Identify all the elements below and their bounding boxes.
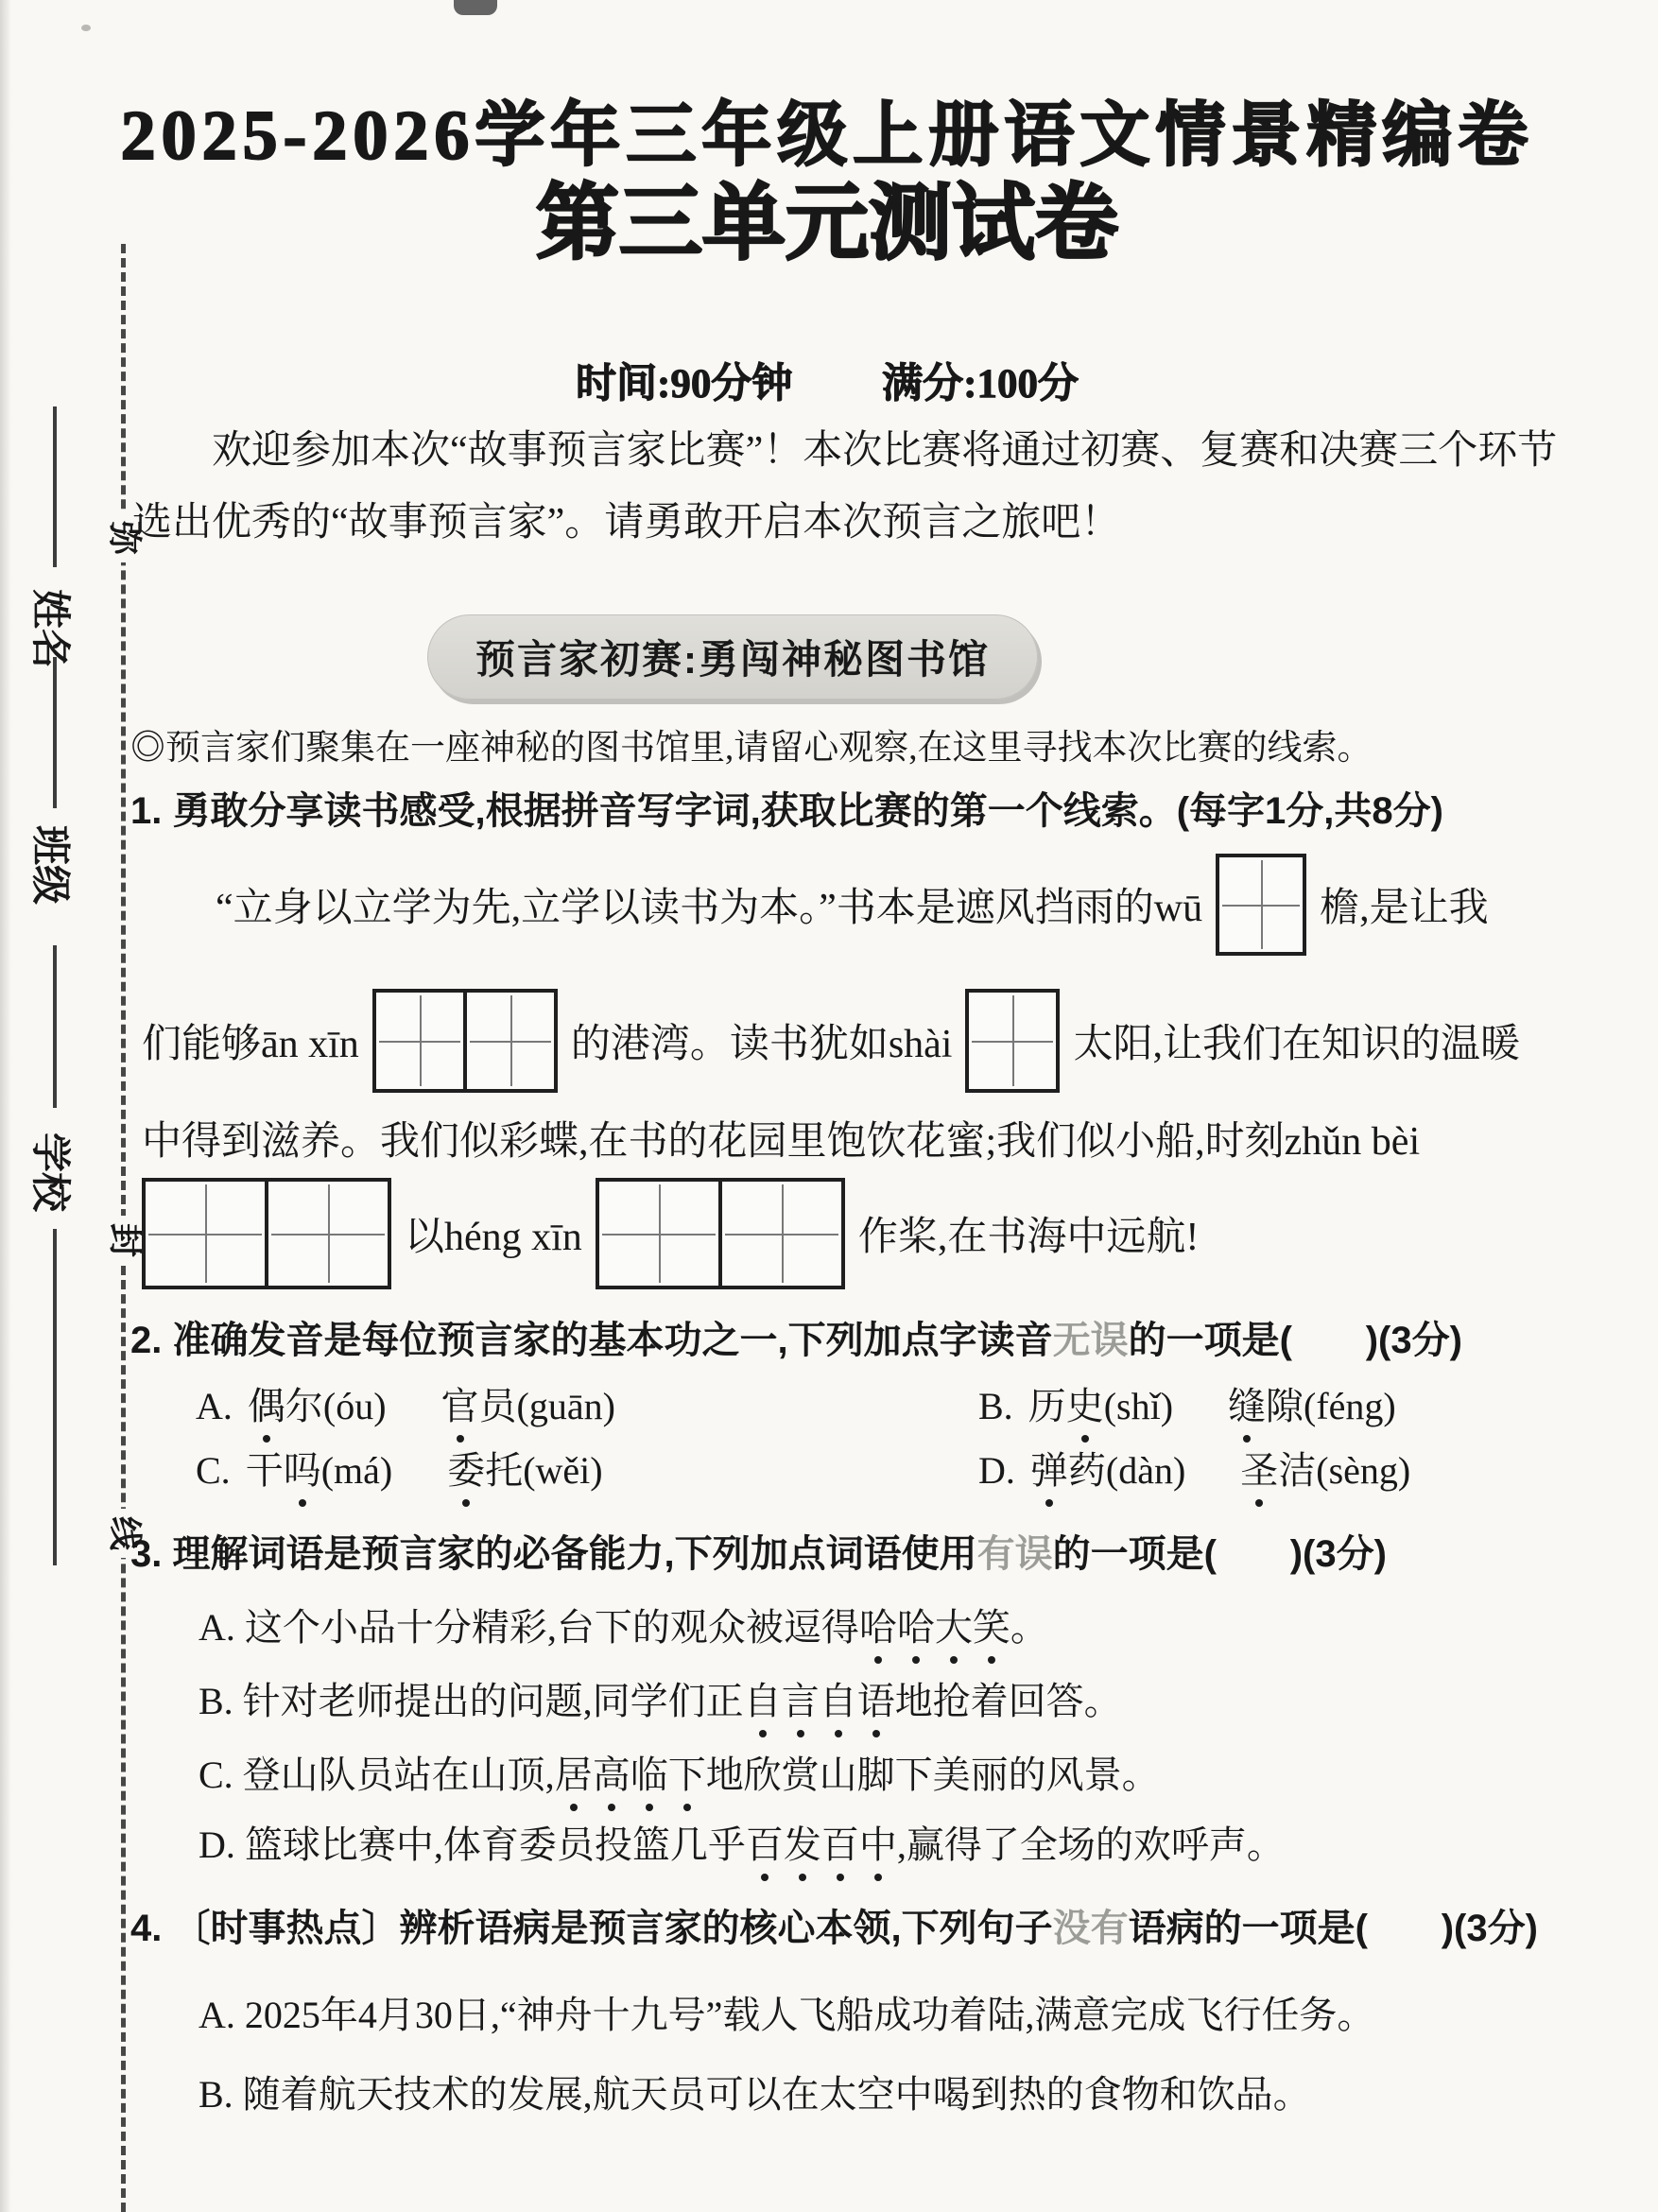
answer-box-wu: [1216, 854, 1306, 956]
writing-cell: [265, 1178, 391, 1289]
passage-text: 们能够ān xīn: [142, 1023, 359, 1066]
passage-line-4: [142, 1165, 1635, 1303]
school-field-label: 学校: [27, 1132, 71, 1212]
school-blank-line: [53, 945, 57, 1108]
answer-box-anxin: [372, 989, 558, 1093]
passage-text: “立身以立学为先,立学以读书为本。”书本是遮风挡雨的wū: [216, 887, 1203, 930]
question-4-stem: [130, 1898, 1643, 1952]
paper-meta: [85, 352, 1569, 409]
q2-option-row-cd: [196, 1441, 1642, 1495]
scan-smudge: [454, 0, 497, 15]
scan-speck: [81, 25, 91, 31]
section-badge-label: 预言家初赛:勇闯神秘图书馆: [475, 637, 990, 682]
scenario-note: ◎预言家们聚集在一座神秘的图书馆里,请留心观察,在这里寻找本次比赛的线索。: [130, 729, 1373, 768]
q4-option-b: B. 随着航天技术的发展,航天员可以在太空中喝到热的食物和饮品。: [199, 2073, 1311, 2116]
q2-option-d: D. 弹药(dàn) 圣洁(sèng): [978, 1441, 1410, 1495]
passage-text: 作桨,在书海中远航!: [857, 1216, 1200, 1259]
passage-line-1: [142, 836, 1658, 974]
time-limit: 时间:90分钟: [576, 362, 793, 406]
passage-text: 太阳,让我们在知识的温暖: [1073, 1023, 1520, 1066]
answer-box-shai: [965, 989, 1060, 1093]
answer-box-hengxin: [596, 1178, 845, 1289]
writing-cell: [718, 1178, 845, 1289]
writing-cell: [372, 989, 467, 1093]
stem-text: 4. 〔时事热点〕辨析语病是预言家的核心本领,下列句子: [130, 1908, 1053, 1949]
name-field-label: 姓名: [27, 588, 71, 668]
intro-line-1: 欢迎参加本次“故事预言家比赛”！本次比赛将通过初赛、复赛和决赛三个环节: [212, 429, 1558, 473]
answer-box-zhunbei: [142, 1178, 391, 1289]
writing-cell: [463, 989, 558, 1093]
q2-option-c: C. 干吗(má) 委托(wěi): [196, 1449, 603, 1492]
stem-text: 2. 准确发音是每位预言家的基本功之一,下列加点字读音: [130, 1320, 1053, 1361]
writing-cell: [965, 989, 1060, 1093]
scan-shadow-left: [0, 0, 11, 2212]
paper-subtitle: 第三单元测试卷: [535, 179, 1118, 270]
q2-option-a: A. 偶尔(óu) 官员(guān): [196, 1385, 615, 1427]
writing-cell: [596, 1178, 722, 1289]
class-field-label: 班级: [27, 824, 71, 905]
question-3-stem: [130, 1524, 1643, 1578]
passage-text: 以héng xīn: [405, 1216, 582, 1259]
q3-option-d: D. 篮球比赛中,体育委员投篮几乎百发百中,赢得了全场的欢呼声。: [199, 1815, 1635, 1869]
question-2-stem: [130, 1310, 1643, 1364]
q3-option-a: A. 这个小品十分精彩,台下的观众被逗得哈哈大笑。: [199, 1598, 1635, 1651]
q2-option-row-ab: [196, 1376, 1642, 1430]
intro-line-2: 选出优秀的“故事预言家”。请勇敢开启本次预言之旅吧！: [132, 501, 1121, 544]
writing-cell: [1216, 854, 1306, 956]
q4-option-a: A. 2025年4月30日,“神舟十九号”载人飞船成功着陆,满意完成飞行任务。: [199, 1994, 1375, 2036]
name-blank-line: [53, 406, 57, 567]
paper-title: 2025-2026学年三年级上册语文情景精编卷: [120, 97, 1534, 175]
full-score: 满分:100分: [882, 362, 1079, 406]
stem-text: 的一项是( )(3分): [1128, 1320, 1462, 1361]
stem-emphasis: 无误: [1052, 1320, 1129, 1361]
section-badge: [427, 614, 1038, 700]
writing-cell: [142, 1178, 268, 1289]
question-1-stem: 1. 勇敢分享读书感受,根据拼音写字词,获取比赛的第一个线索。(每字1分,共8分): [130, 790, 1443, 832]
seal-char-feng: 封: [100, 1216, 149, 1265]
class-blank-line: [53, 657, 57, 808]
passage-text: 檐,是让我: [1320, 887, 1489, 930]
bottom-blank-line: [53, 1229, 57, 1565]
q2-option-b: B. 历史(shǐ) 缝隙(féng): [978, 1376, 1396, 1430]
passage-text: 的港湾。读书犹如shài: [570, 1023, 953, 1066]
passage-line-3: [142, 1112, 1635, 1165]
stem-text: 语病的一项是( )(3分): [1128, 1908, 1538, 1949]
q3-option-c: C. 登山队员站在山顶,居高临下地欣赏山脚下美丽的风景。: [199, 1745, 1635, 1799]
seal-char-mi: 弥: [100, 513, 149, 562]
stem-text: 3. 理解词语是预言家的必备能力,下列加点词语使用: [130, 1533, 977, 1575]
stem-emphasis: 有误: [976, 1533, 1053, 1575]
passage-text: 中得到滋养。我们似彩蝶,在书的花园里饱饮花蜜;我们似小船,时刻zhǔn bèi: [142, 1120, 1421, 1164]
stem-text: 的一项是( )(3分): [1052, 1533, 1387, 1575]
q3-option-b: B. 针对老师提出的问题,同学们正自言自语地抢着回答。: [199, 1671, 1635, 1725]
passage-line-2: [142, 974, 1635, 1108]
seal-char-xian: 线: [100, 1509, 149, 1558]
stem-emphasis: 没有: [1052, 1908, 1129, 1949]
